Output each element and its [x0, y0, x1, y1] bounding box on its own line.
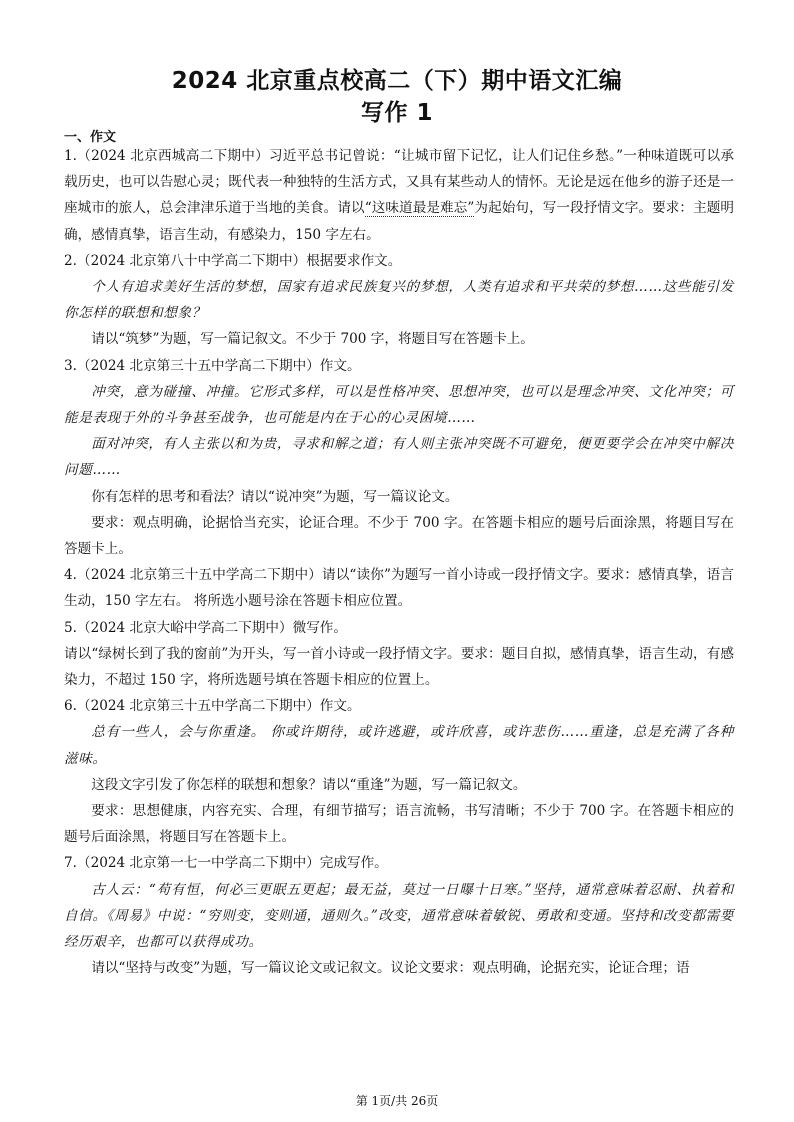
question-6-task: 这段文字引发了你怎样的联想和想象？请以“重逢”为题，写一篇记叙文。: [91, 776, 527, 793]
question-7-task: 请以“坚持与改变”为题，写一篇议论文或记叙文。议论文要求：观点明确，论据充实，论证合理；语: [91, 960, 690, 977]
question-5-head: 5.（2024 北京大峪中学高二下期中）微写作。: [64, 619, 347, 636]
question-3-requirement: 要求：观点明确，论据恰当充实，论证合理。不少于 700 字。在答题卡相应的题号后面涂黑，将题目写在答题卡上。: [64, 514, 734, 558]
question-7-material: 古人云：“苟有恒，何必三更眠五更起；最无益，莫过一日曝十日寒。”坚持，通常意味着忍耐、执着和自信。《周易》中说：“穷则变，变则通，通则久。”改变，通常意味着敏锐、勇敢和变通。坚持和改变都需要经历艰辛，也都可以获得成功。: [64, 881, 734, 951]
question-7-head: 7.（2024 北京第一七一中学高二下期中）完成写作。: [64, 855, 388, 872]
document-body: [64, 143, 734, 982]
section-heading: 一、作文: [64, 130, 117, 145]
document-subtitle: 写作 1: [360, 100, 433, 126]
question-3-task: 你有怎样的思考和看法？请以“说冲突”为题，写一篇议论文。: [91, 488, 459, 505]
question-6-requirement: 要求：思想健康，内容充实、合理，有细节描写；语言流畅，书写清晰；不少于 700 字。在答题卡相应的题号后面涂黑，将题目写在答题卡上。: [64, 803, 734, 846]
question-6-material: 总有一些人，会与你重逢。 你或许期待，或许逃避，或许欣喜，或许悲伤……重逢，总是充满了各种滋味。: [64, 724, 734, 767]
question-4: 4.（2024 北京第三十五中学高二下期中）请以“读你”为题写一首小诗或一段抒情文字。要求：感情真挚，语言生动，150 字左右。 将所选小题号涂在答题卡相应位置。: [64, 567, 734, 610]
question-3-material-1: 冲突，意为碰撞、冲撞。它形式多样，可以是性格冲突、思想冲突，也可以是理念冲突、文化冲突；可能是表现于外的斗争甚至战争，也可能是内在于心的心灵困境……: [64, 383, 734, 427]
question-2-task: 请以“筑梦”为题，写一篇记叙文。不少于 700 字，将题目写在答题卡上。: [91, 331, 534, 348]
page-footer: 第 1页/共 26页: [355, 1094, 439, 1108]
q1-text-b: 为起始句，写一段抒情文字。要求：主题明确，感情真挚，语言生动，有感染力，150 字左右。: [64, 200, 735, 243]
question-2-head: 2.（2024 北京第八十中学高二下期中）根据要求作文。: [64, 252, 402, 269]
question-1: [64, 143, 734, 248]
question-5-text: 请以“绿树长到了我的窗前”为开头，写一首小诗或一段抒情文字。要求：题目自拟，感情真挚，语言生动，有感染力，不超过 150 字，将所选题号填在答题卡相应的位置上。: [64, 645, 734, 689]
q1-text-a: 1.（2024 北京西城高二下期中）习近平总书记曾说：“让城市留下记忆，让人们记住乡愁。”一种味道既可以承载历史，也可以告慰心灵；既代表一种独特的生活方式，又具有某些动人的情怀。无论是远在他乡的游子还是一座城市的旅人，总会津津乐道于当地的美食。请以: [64, 148, 734, 217]
question-3-material-2: 面对冲突，有人主张以和为贵，寻求和解之道；有人则主张冲突既不可避免，便更要学会在冲突中解决问题……: [64, 436, 734, 479]
document-title: 2024 北京重点校高二（下）期中语文汇编: [171, 68, 623, 94]
question-2-material: 个人有追求美好生活的梦想，国家有追求民族复兴的梦想，人类有追求和平共荣的梦想……这些能引发你怎样的联想和想象？: [64, 279, 734, 322]
question-3-head: 3.（2024 北京第三十五中学高二下期中）作文。: [64, 357, 361, 374]
q1-emphasis: “这味道最是难忘”: [364, 200, 475, 217]
question-6-head: 6.（2024 北京第三十五中学高二下期中）作文。: [64, 698, 361, 715]
